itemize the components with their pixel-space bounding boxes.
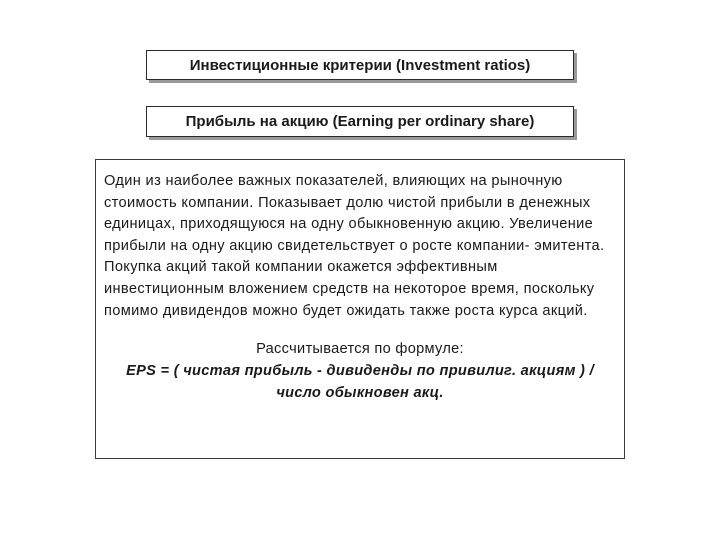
eps-description: Один из наиболее важных показателей, влияющих на рыночную стоимость компании. Показывает долю чистой прибыли в денежных единицах, приходящуюся на одну обыкновенную акцию. Увеличение прибыли на одну акцию свидетельствует о росте компании- эмитента. Покупка акций такой компании окажется эффективным инвестиционным вложением средств на некоторое время, поскольку помимо дивидендов можно будет ожидать также роста курса акций. [104,173,605,319]
eps-title: Прибыль на акцию (Earning per ordinary share) [185,113,535,130]
investment-ratios-title: Инвестиционные критерии (Investment ratios) [189,56,531,74]
description-box [95,159,625,459]
calculation-block [104,338,616,404]
formula-line-2: число обыкновен акц. [276,385,444,402]
eps-title-box [146,106,574,137]
formula-line-1: EPS = ( чистая прибыль - дивиденды по привилиг. акциям ) / [126,363,594,380]
investment-ratios-title-box [146,50,574,80]
calculation-intro: Рассчитывается по формуле: [256,341,464,358]
